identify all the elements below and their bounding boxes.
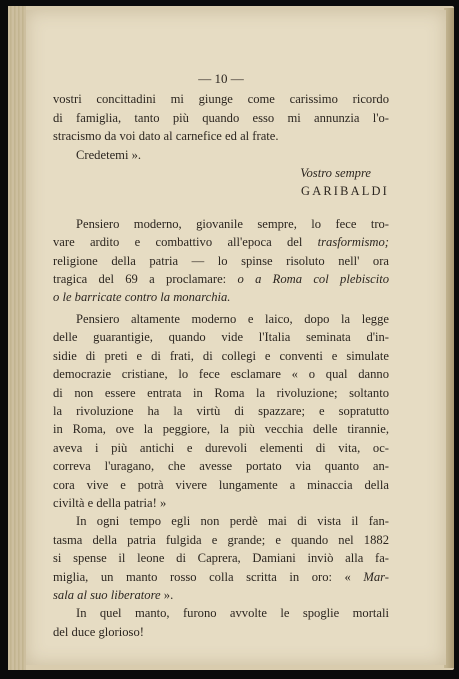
text-line: in Roma, ove la peggiore, la più vecchia delle tirannie, (53, 422, 389, 437)
text-line: si spense il leone di Caprera, Damiani inviò alla fa- (53, 551, 389, 566)
text-line: sidie di preti e di frati, di collegi e conventi e simulate (53, 348, 389, 363)
text-line: In quel manto, furono avvolte le spoglie mortali (76, 606, 389, 621)
text-line: religione della patria — lo spinse risoluto nell' ora (53, 253, 389, 268)
text-line (53, 288, 389, 306)
signature-name: GARIBALDI (301, 184, 389, 199)
text-line: del duce glorioso! (53, 624, 144, 639)
text-run: miglia, un manto rosso colla scritta in oro: « (53, 569, 364, 584)
text-line: tasma della patria fulgida e grande; e quando nel 1882 (53, 532, 389, 547)
closing-line: Credetemi ». (76, 147, 142, 162)
text-line: Pensiero altamente moderno e laico, dopo la legge (76, 311, 389, 326)
text-line: di famiglia, tanto più quando esso mi annunzia l'o- (53, 110, 389, 125)
text-line: di non essere entrata in Roma la rivoluzione; soltanto (53, 385, 389, 400)
text-line: la rivoluzione ha la virtù di spazzare; e sopratutto (53, 403, 389, 418)
text-line: aveva i più antichi e durevoli elementi di vita, oc- (53, 440, 389, 455)
text-run: tragica del 69 a proclamare: (53, 272, 238, 287)
text-line: Pensiero moderno, giovanile sempre, lo fece tro- (76, 216, 389, 231)
paragraph-gap (53, 201, 389, 215)
page-number: — 10 — (198, 71, 244, 86)
text-line: correva l'uragano, che avesse portato via quanto an- (53, 459, 389, 474)
text-run: ». (160, 587, 174, 602)
italic-run: Mar- (363, 569, 389, 584)
italic-run: trasformismo; (317, 235, 389, 250)
text-line (53, 270, 389, 288)
text-line: stracismo da voi dato al carnefice ed al frate. (53, 129, 279, 144)
text-line: cora vive e potrà vivere lungamente a minaccia della (53, 477, 389, 492)
italic-run: o a Roma col plebiscito (237, 272, 390, 287)
signature-sempre: Vostro sempre (300, 166, 371, 181)
italic-run: sala al suo liberatore (53, 587, 161, 602)
text-line: civiltà e della patria! » (53, 495, 167, 510)
page-stack-left (8, 6, 26, 670)
text-line (53, 568, 389, 586)
text-run: vare ardito e combattivo all'epoca del (53, 235, 318, 250)
page-text (53, 70, 389, 641)
text-line: In ogni tempo egli non perdè mai di vista il fan- (76, 514, 389, 529)
text-line: democrazie cristiane, lo fece esclamare « o qual danno (53, 367, 389, 382)
text-line (53, 586, 389, 604)
text-line: delle guarantigie, quando vide l'Italia seminata d'in- (53, 330, 389, 345)
text-line (53, 233, 389, 251)
text-line: vostri concittadini mi giunge come carissimo ricordo (53, 92, 389, 107)
italic-run: o le barricate contro la monarchia. (53, 290, 231, 305)
